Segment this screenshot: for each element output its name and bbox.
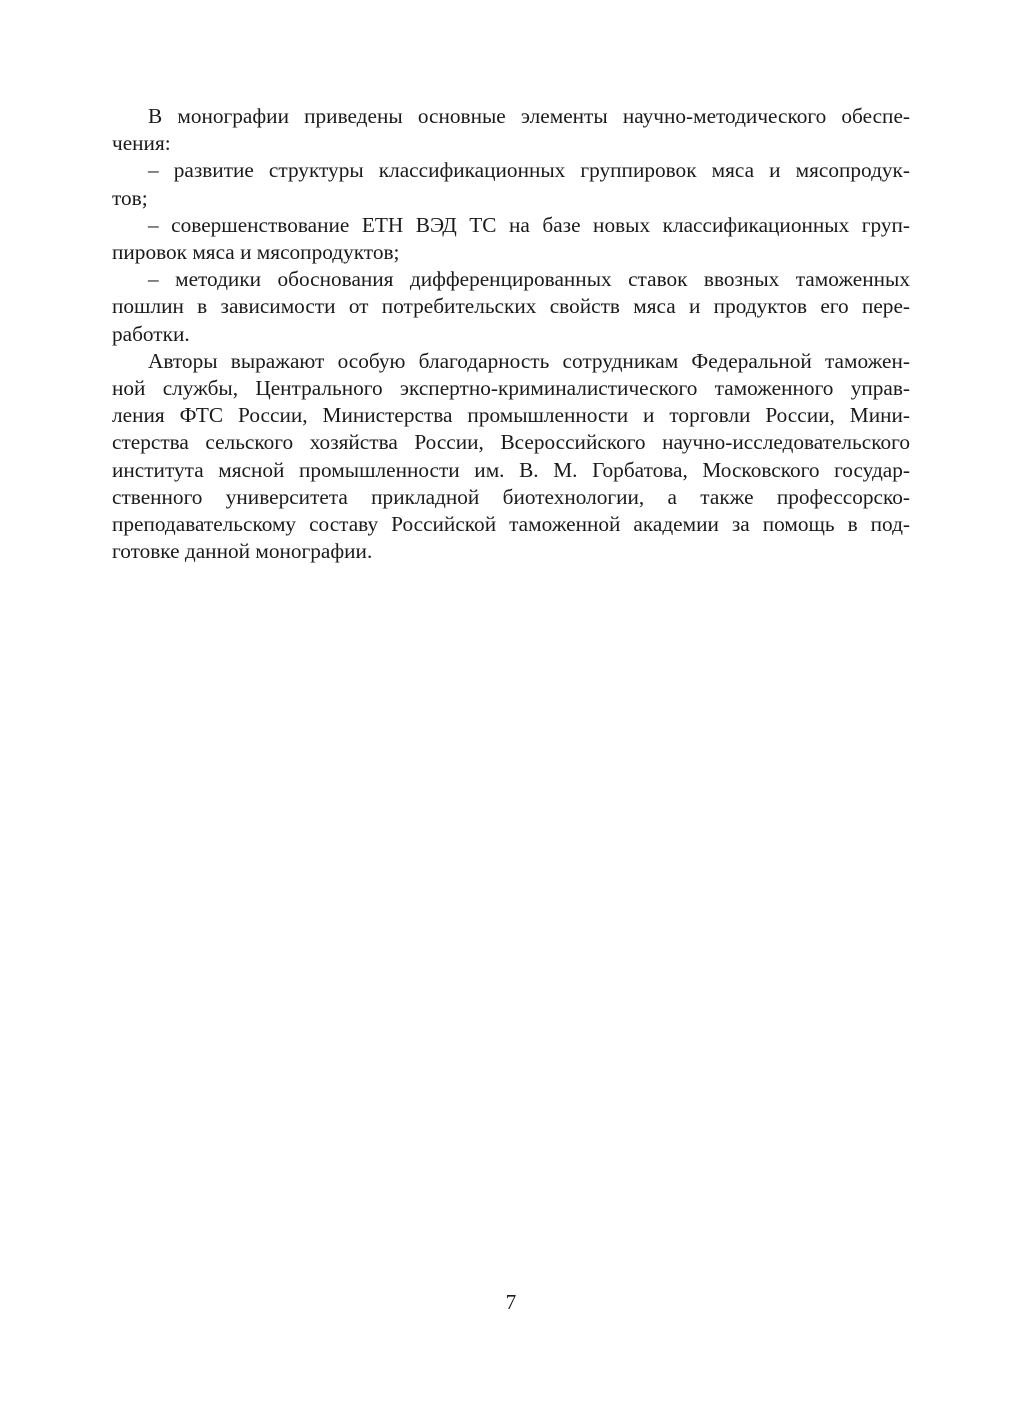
list-item-1-line-1: – развитие структуры классификационных группировок мяса и мясопродук- <box>148 158 910 183</box>
acknowledgements-line-4: стерства сельского хозяйства России, Всероссийского научно-исследовательского <box>112 430 910 455</box>
list-item-2-line-1: – совершенствование ЕТН ВЭД ТС на базе новых классификационных груп- <box>148 212 910 237</box>
acknowledgements-line-7: преподавательскому составу Российской таможенной академии за помощь в под- <box>112 512 910 537</box>
acknowledgements-line-2: ной службы, Центрального экспертно-криминалистического таможенного управ- <box>112 376 910 401</box>
list-item-3-line-1: – методики обоснования дифференцированных ставок ввозных таможенных <box>148 267 910 292</box>
acknowledgements-line-3: ления ФТС России, Министерства промышленности и торговли России, Мини- <box>112 403 910 428</box>
list-item-3-line-3: работки. <box>112 321 190 346</box>
acknowledgements-line-6: ственного университета прикладной биотехнологии, а также профессорско- <box>112 484 910 509</box>
paragraph-1-line-2: чения: <box>112 131 171 156</box>
body-text <box>112 103 910 565</box>
acknowledgements-line-1: Авторы выражают особую благодарность сотрудникам Федеральной таможен- <box>148 348 910 373</box>
list-item-3-line-2: пошлин в зависимости от потребительских свойств мяса и продуктов его пере- <box>112 294 910 319</box>
acknowledgements-line-8: готовке данной монографии. <box>112 539 373 564</box>
list-item-2-line-2: пировок мяса и мясопродуктов; <box>112 240 400 265</box>
paragraph-1-line-1: В монографии приведены основные элементы научно-методического обеспе- <box>148 104 910 128</box>
list-item-1-line-2: тов; <box>112 185 148 210</box>
page-number: 7 <box>505 1290 517 1314</box>
acknowledgements-line-5: института мясной промышленности им. В. М. Горбатова, Московского государ- <box>112 457 910 482</box>
